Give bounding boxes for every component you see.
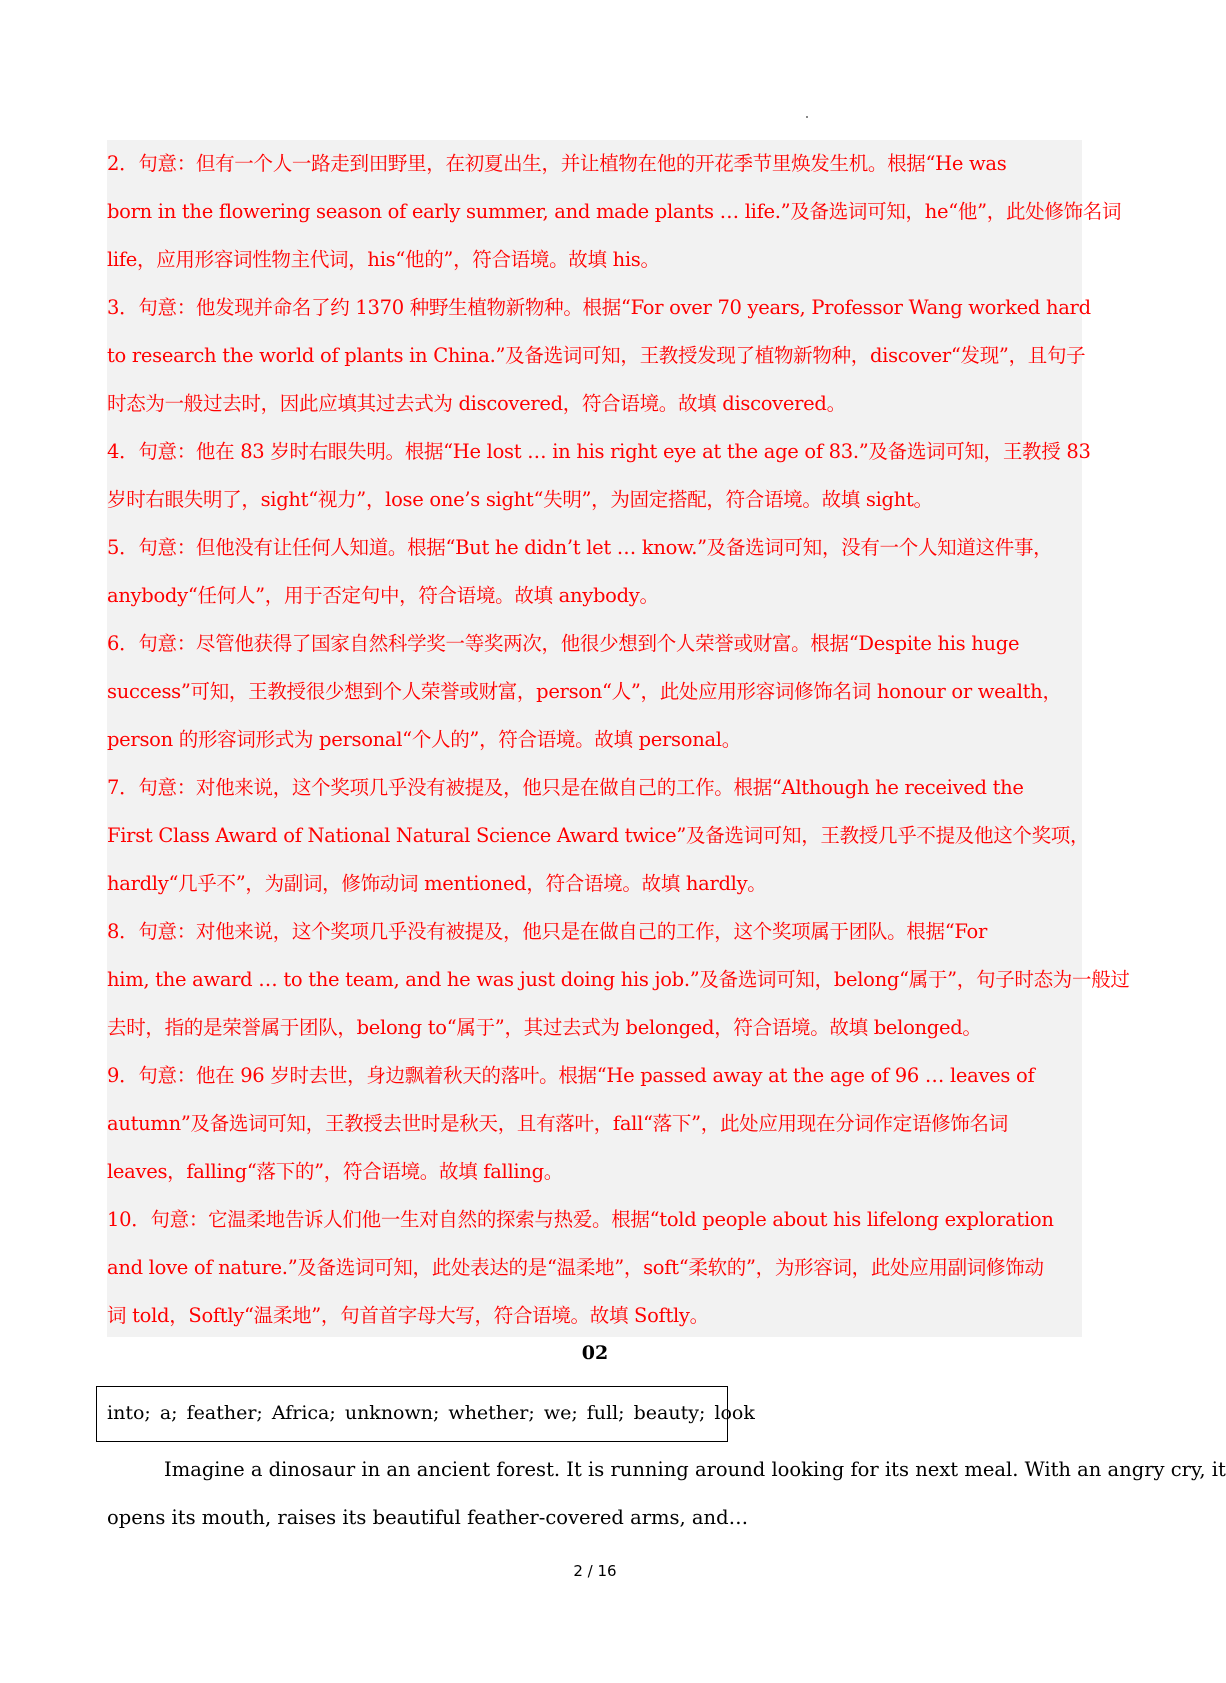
explanation-line: 岁时右眼失明了，sight“视力”，lose one’s sight“失明”，为固定搭配，符合语境。故填 sight。 bbox=[107, 488, 933, 511]
explanation-line: 7．句意：对他来说，这个奖项几乎没有被提及，他只是在做自己的工作。根据“Although he received the bbox=[107, 776, 1024, 799]
explanation-line: to research the world of plants in China.”及备选词可知，王教授发现了植物新物种，discover“发现”，且句子 bbox=[107, 344, 1086, 367]
explanation-line: success”可知，王教授很少想到个人荣誉或财富，person“人”，此处应用形容词修饰名词 honour or wealth， bbox=[107, 680, 1062, 703]
explanation-line: born in the flowering season of early summer, and made plants … life.”及备选词可知，he“他”，此处修饰名词 bbox=[107, 200, 1122, 223]
passage-line: Imagine a dinosaur in an ancient forest. It is running around looking for its next meal. With an angry cry, it bbox=[164, 1458, 1226, 1481]
explanation-line: 3．句意：他发现并命名了约 1370 种野生植物新物种。根据“For over 70 years, Professor Wang worked hard bbox=[107, 296, 1091, 319]
explanation-line: 4．句意：他在 83 岁时右眼失明。根据“He lost … in his right eye at the age of 83.”及备选词可知，王教授 83 bbox=[107, 440, 1091, 463]
explanation-line: 8．句意：对他来说，这个奖项几乎没有被提及，他只是在做自己的工作，这个奖项属于团队。根据“For bbox=[107, 920, 988, 943]
explanation-line: 10．句意：它温柔地告诉人们他一生对自然的探索与热爱。根据“told people about his lifelong exploration bbox=[107, 1208, 1054, 1231]
explanation-line: person 的形容词形式为 personal“个人的”，符合语境。故填 personal。 bbox=[107, 728, 741, 751]
page-number: 2 / 16 bbox=[573, 1562, 617, 1580]
explanation-line: 9．句意：他在 96 岁时去世，身边飘着秋天的落叶。根据“He passed away at the age of 96 … leaves of bbox=[107, 1064, 1035, 1087]
explanation-line: 去时，指的是荣誉属于团队，belong to“属于”，其过去式为 belonged，符合语境。故填 belonged。 bbox=[107, 1016, 982, 1039]
explanation-line: him, the award … to the team, and he was just doing his job.”及备选词可知，belong“属于”，句子时态为一般过 bbox=[107, 968, 1130, 991]
explanation-line: autumn”及备选词可知，王教授去世时是秋天，且有落叶，fall“落下”，此处应用现在分词作定语修饰名词 bbox=[107, 1112, 1008, 1135]
explanation-line: 时态为一般过去时，因此应填其过去式为 discovered，符合语境。故填 discovered。 bbox=[107, 392, 846, 415]
word-bank-box: into; a; feather; Africa; unknown; whether; we; full; beauty; look bbox=[96, 1386, 728, 1442]
explanation-line: hardly“几乎不”，为副词，修饰动词 mentioned，符合语境。故填 hardly。 bbox=[107, 872, 767, 895]
passage-line: opens its mouth, raises its beautiful feather-covered arms, and… bbox=[107, 1506, 749, 1529]
explanation-line: 5．句意：但他没有让任何人知道。根据“But he didn’t let … know.”及备选词可知，没有一个人知道这件事， bbox=[107, 536, 1053, 559]
explanation-line: 词 told，Softly“温柔地”，句首首字母大写，符合语境。故填 Softly。 bbox=[107, 1304, 709, 1327]
answer-explanations bbox=[107, 140, 1130, 1337]
explanation-line: 2．句意：但有一个人一路走到田野里，在初夏出生，并让植物在他的开花季节里焕发生机。根据“He was bbox=[107, 152, 1007, 175]
explanation-line: life，应用形容词性物主代词，his“他的”，符合语境。故填 his。 bbox=[107, 248, 660, 271]
explanation-line: First Class Award of National Natural Science Award twice”及备选词可知，王教授几乎不提及他这个奖项， bbox=[107, 824, 1090, 847]
section-number: 02 bbox=[581, 1342, 609, 1364]
explanation-line: 6．句意：尽管他获得了国家自然科学奖一等奖两次，他很少想到个人荣誉或财富。根据“Despite his huge bbox=[107, 632, 1020, 655]
explanation-line: and love of nature.”及备选词可知，此处表达的是“温柔地”，soft“柔软的”，为形容词，此处应用副词修饰动 bbox=[107, 1256, 1044, 1279]
explanation-line: anybody“任何人”，用于否定句中，符合语境。故填 anybody。 bbox=[107, 584, 659, 607]
stray-mark bbox=[806, 116, 808, 118]
explanation-line: leaves，falling“落下的”，符合语境。故填 falling。 bbox=[107, 1160, 563, 1183]
